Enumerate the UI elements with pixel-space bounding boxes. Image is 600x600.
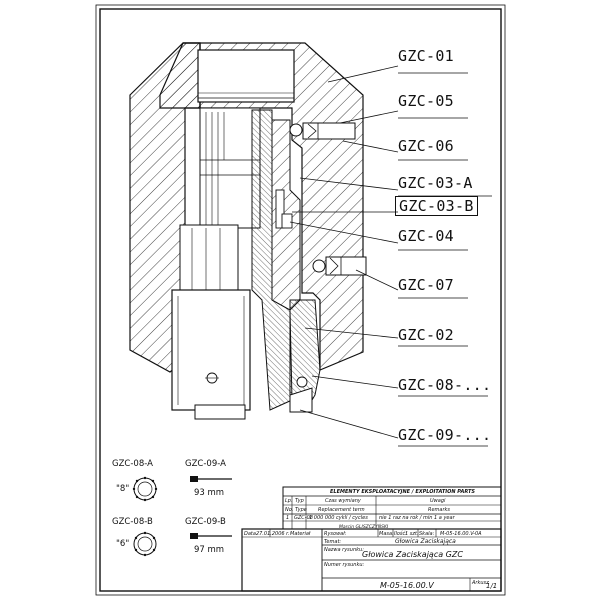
- detail-08a-value: "8": [116, 484, 130, 494]
- parts-header-no-en: No.: [285, 507, 294, 513]
- parts-header-remarks-en: Remarks: [428, 507, 451, 513]
- callout-gzc-04: GZC-04: [398, 227, 454, 245]
- parts-header-remarks-pl: Uwagi: [430, 498, 446, 504]
- title-sheet-label: Arkusz: [472, 580, 489, 586]
- title-drawn-value: Marcin GLISZCZYŃSKI: [339, 525, 389, 530]
- detail-09a-pin: [190, 476, 232, 482]
- callout-gzc-05: GZC-05: [398, 92, 454, 110]
- title-name-label: Nazwa rysunku:: [324, 547, 364, 553]
- title-name-value: Głowica Zaciskająca GZC: [362, 550, 463, 559]
- callout-gzc-06: GZC-06: [398, 137, 454, 155]
- detail-08b-label: GZC-08-B: [112, 517, 153, 527]
- detail-08b-ring: [134, 532, 156, 556]
- callout-gzc-07: GZC-07: [398, 276, 454, 294]
- title-sheet-value: 1/1: [486, 582, 498, 590]
- title-topic-value: Głowica Zaciskająca: [395, 538, 456, 545]
- title-mass-label: Masa:: [379, 531, 394, 537]
- title-block-grid: [242, 529, 501, 591]
- detail-08b-value: "6": [116, 539, 130, 549]
- parts-header-term-pl: Czas wymiany: [325, 498, 361, 504]
- title-scale-value: M-05-16.00.V-0A: [440, 531, 482, 537]
- callout-gzc-08: GZC-08-...: [398, 376, 492, 394]
- title-number-value: M-05-16.00.V: [380, 581, 434, 590]
- title-drawn-label: Rysował:: [324, 531, 347, 537]
- title-qty-value: 1 szt.: [405, 531, 419, 537]
- title-date: Data27.01.2006 r.: [244, 531, 290, 537]
- title-qty-label: Ilość:: [394, 531, 407, 537]
- parts-header-type-en: Type: [295, 507, 307, 513]
- callout-gzc-02: GZC-02: [398, 326, 454, 344]
- detail-09a-value: 93 mm: [194, 488, 225, 498]
- detail-09b-value: 97 mm: [194, 545, 225, 555]
- parts-row-1-remarks: nie 1 raz na rok / min 1 a year: [379, 515, 455, 521]
- parts-header-no-pl: Lp.: [285, 498, 293, 504]
- callout-gzc-03-a: GZC-03-A: [398, 174, 473, 192]
- parts-row-1-no: 1: [286, 515, 290, 521]
- detail-08a-label: GZC-08-A: [112, 459, 153, 469]
- callout-gzc-01: GZC-01: [398, 47, 454, 65]
- title-scale-label: Skala:: [419, 531, 435, 537]
- parts-row-1-type: GZC-08: [294, 515, 313, 521]
- detail-08a-ring: [133, 477, 157, 501]
- title-topic-label: Temat:: [324, 539, 342, 545]
- parts-header-term-en: Replacement term: [318, 507, 365, 513]
- title-material-label: Materiał: [290, 531, 311, 537]
- callout-gzc-09: GZC-09-...: [398, 426, 492, 444]
- title-number-label: Numer rysunku:: [324, 562, 365, 568]
- detail-09a-label: GZC-09-A: [185, 459, 226, 469]
- detail-09b-label: GZC-09-B: [185, 517, 226, 527]
- parts-table-title: ELEMENTY EKSPLOATACYJNE / EXPLOITATION PARTS: [330, 489, 475, 495]
- detail-09b-pin: [190, 533, 232, 539]
- parts-row-1-term: 1 000 000 cykli / cycles: [309, 515, 368, 521]
- callout-gzc-03-b: GZC-03-B: [395, 196, 478, 216]
- parts-header-type-pl: Typ: [295, 498, 304, 504]
